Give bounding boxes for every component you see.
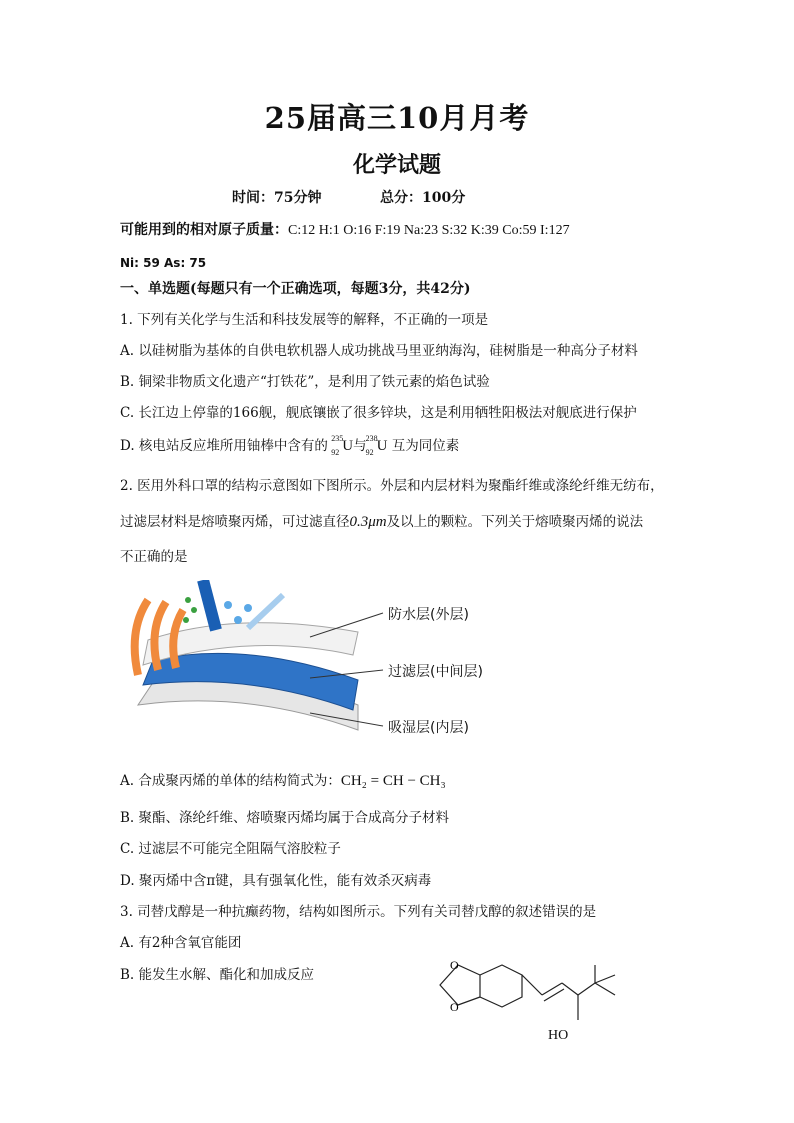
- exam-score: 总分：100分: [380, 190, 466, 206]
- iso2-mass: 238: [365, 434, 378, 443]
- green-dot: [183, 617, 189, 623]
- q2-option-b: B. 聚酯、涤纶纤维、熔喷聚丙烯均属于合成高分子材料: [120, 810, 450, 826]
- water-drop: [224, 601, 232, 609]
- iso1-mass: 235: [331, 434, 344, 443]
- q2-option-d: D. 聚丙烯中含π键，具有强氧化性，能有效杀灭病毒: [120, 873, 432, 889]
- green-dot: [185, 597, 191, 603]
- iso2-el: U: [376, 438, 388, 454]
- stiripentol-structure: [430, 955, 620, 1050]
- q1-option-a: A. 以硅树脂为基体的自供电软机器人成功挑战马里亚纳海沟，硅树脂是一种高分子材料: [120, 343, 638, 359]
- bond-3: [562, 983, 578, 995]
- q1-option-c: C. 长江边上停靠的166舰，舰底镶嵌了很多锌块，这是利用牺牲阳极法对舰底进行保护: [120, 405, 637, 421]
- q3-option-b: B. 能发生水解、酯化和加成反应: [120, 967, 315, 983]
- q1-stem: 1. 下列有关化学与生活和科技发展等的解释，不正确的一项是: [120, 312, 489, 328]
- q2-stem-1: 2. 医用外科口罩的结构示意图如下图所示。外层和内层材料为聚酯纤维或涤纶纤维无纺布，: [120, 478, 664, 494]
- bond-2: [542, 983, 562, 995]
- q2-option-c: C. 过滤层不可能完全阻隔气溶胶粒子: [120, 841, 341, 857]
- q2-stem-2: [120, 510, 643, 531]
- q3-stem: 3. 司替戊醇是一种抗癫药物，结构如图所示。下列有关司替戊醇的叙述错误的是: [120, 904, 597, 920]
- benzene-ring: [480, 965, 522, 1007]
- hydroxyl-label: HO: [548, 1028, 569, 1043]
- q2-stem2-pre: 过滤层材料是熔喷聚丙烯，可过滤直径: [120, 514, 350, 530]
- label-outer-layer: 防水层(外层): [388, 607, 469, 623]
- oxygen-top: O: [450, 958, 459, 972]
- methyl-3: [595, 975, 615, 983]
- water-drop: [234, 616, 242, 624]
- dioxole-ring: [440, 965, 480, 1005]
- atomic-mass-line2: Ni: 59 As: 75: [120, 256, 207, 270]
- bond-1: [522, 975, 542, 995]
- section-title: 一、单选题(每题只有一个正确选项，每题3分，共42分): [120, 281, 471, 297]
- q2-a-pre: A. 合成聚丙烯的单体的结构简式为：: [120, 773, 341, 789]
- q1-option-d: [120, 434, 459, 455]
- atomic-mass-label: 可能用到的相对原子质量：: [120, 222, 288, 238]
- water-drop: [244, 604, 252, 612]
- q2-stem2-post: 及以上的颗粒。下列关于熔喷聚丙烯的说法: [386, 514, 644, 530]
- q1-d-pre: D. 核电站反应堆所用铀棒中含有的: [120, 438, 328, 454]
- q2-stem-3: 不正确的是: [120, 549, 188, 565]
- q3-option-a: A. 有2种含氧官能团: [120, 935, 242, 951]
- isotope-u235: [331, 434, 354, 457]
- exam-time: 时间：75分钟: [232, 190, 322, 206]
- q2-option-a: [120, 769, 446, 790]
- page-subtitle: 化学试题: [352, 152, 441, 178]
- label-inner-layer: 吸湿层(内层): [388, 720, 469, 736]
- q1-d-post: 互为同位素: [391, 438, 460, 454]
- double-bond: [544, 989, 564, 1001]
- iso1-el: U: [342, 438, 354, 454]
- iso2-num: 92: [365, 448, 374, 457]
- q2-particle-size: 0.3μm: [349, 514, 387, 530]
- q1-d-mid: 与: [353, 438, 367, 454]
- isotope-u238: [365, 434, 388, 457]
- bond-4: [578, 983, 595, 995]
- propylene-formula: CH₂ = CH − CH₃: [340, 773, 446, 789]
- q1-option-b: B. 铜梁非物质文化遗产“打铁花”，是利用了铁元素的焰色试验: [120, 374, 490, 390]
- label-middle-layer: 过滤层(中间层): [388, 664, 483, 680]
- page-title: 25届高三10月月考: [264, 101, 530, 135]
- atomic-mass-values: C:12 H:1 O:16 F:19 Na:23 S:32 K:39 Co:59 I:127: [288, 223, 570, 238]
- blue-arrow: [203, 580, 216, 630]
- oxygen-bottom: O: [450, 1000, 459, 1014]
- green-dot: [191, 607, 197, 613]
- iso1-num: 92: [331, 448, 340, 457]
- methyl-2: [595, 983, 615, 995]
- atomic-mass-line: [120, 219, 570, 239]
